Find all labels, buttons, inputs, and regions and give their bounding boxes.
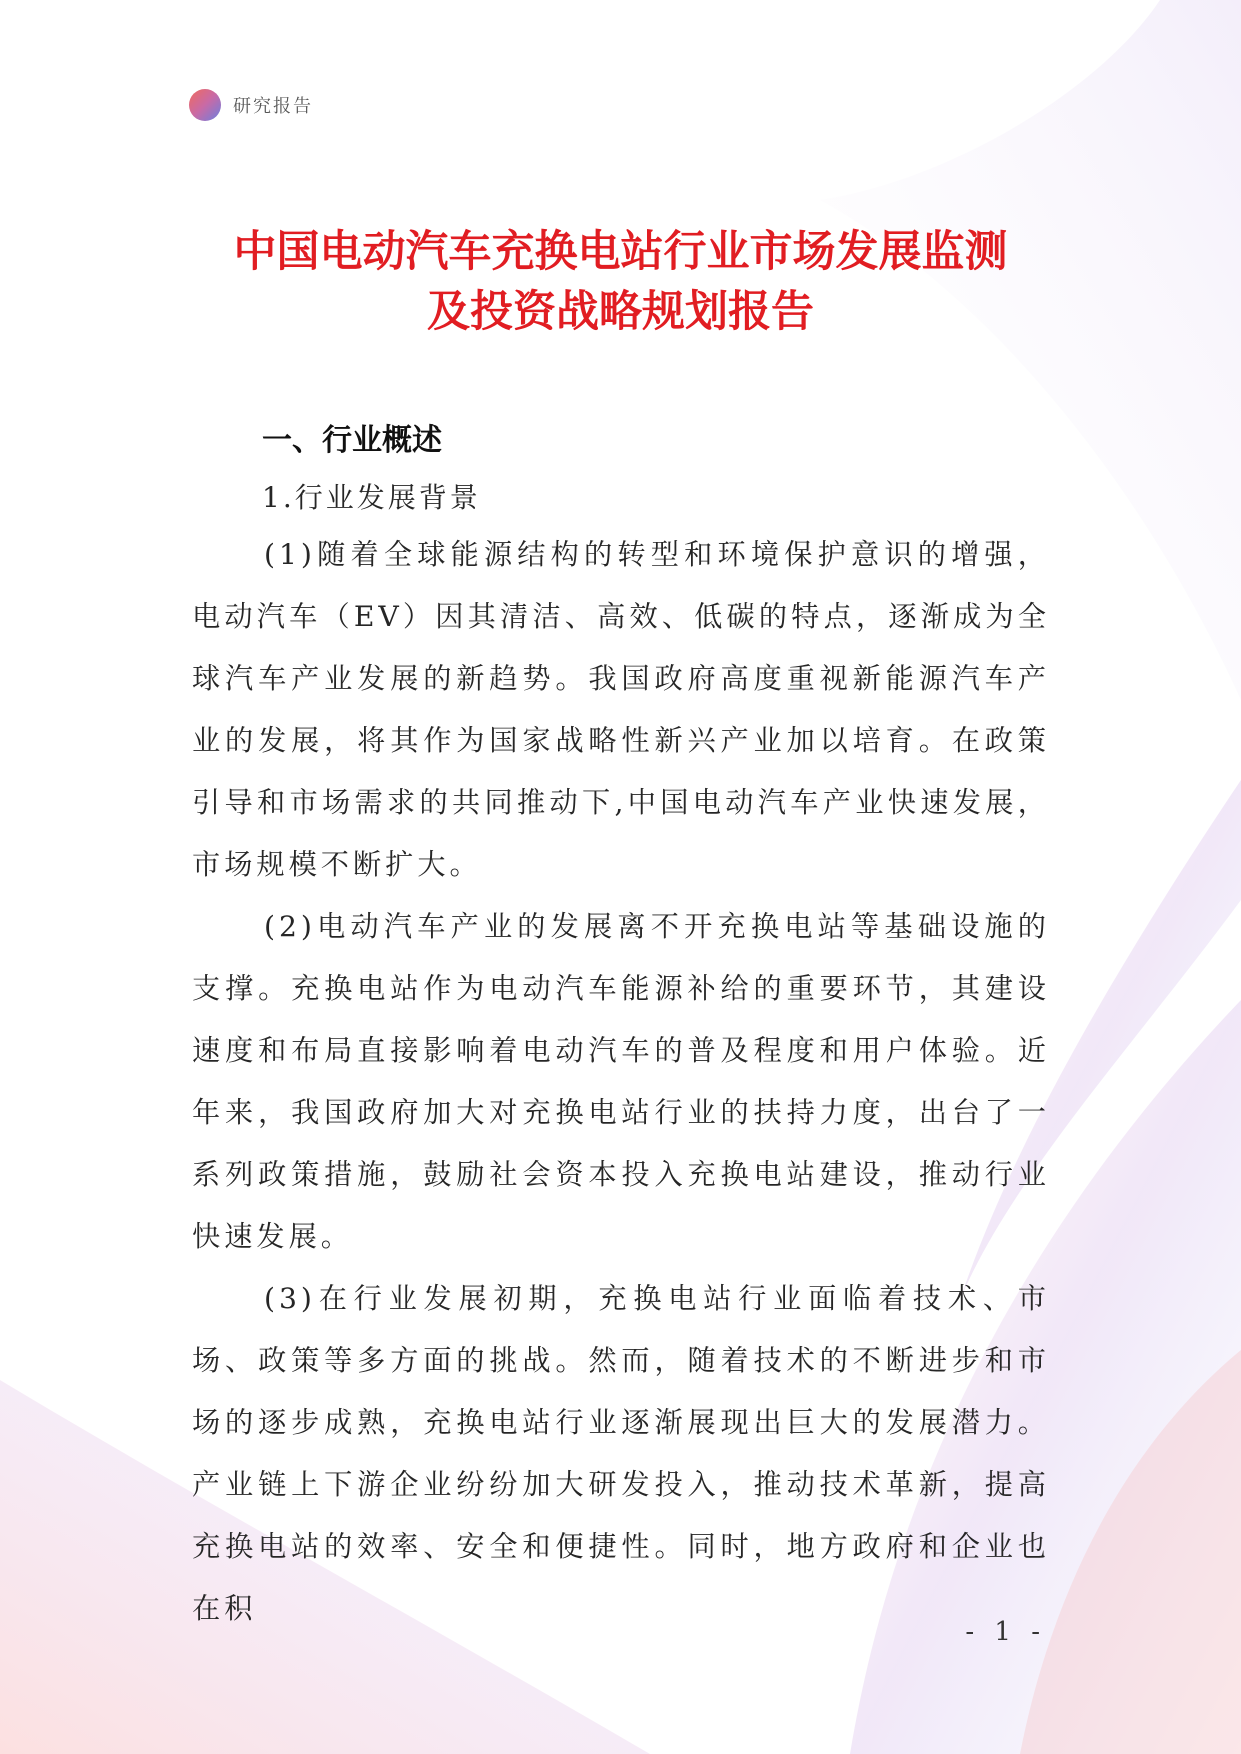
paragraph-2: (2)电动汽车产业的发展离不开充换电站等基础设施的支撑。充换电站作为电动汽车能源补给的重要环节，其建设速度和布局直接影响着电动汽车的普及程度和用户体验。近年来，我国政府加大对充换电站行业的扶持力度，出台了一系列政策措施，鼓励社会资本投入充换电站建设，推动行业快速发展。 <box>192 910 1050 1253</box>
section-heading: 一、行业概述 <box>262 423 442 458</box>
title-line-1: 中国电动汽车充换电站行业市场发展监测 <box>233 227 1008 277</box>
paragraph-1: (1)随着全球能源结构的转型和环境保护意识的增强，电动汽车（EV）因其清洁、高效、低碳的特点，逐渐成为全球汽车产业发展的新趋势。我国政府高度重视新能源汽车产业的发展，将其作为国家战略性新兴产业加以培育。在政策引导和市场需求的共同推动下,中国电动汽车产业快速发展，市场规模不断扩大。 <box>192 538 1050 881</box>
sub-heading: 1.行业发展背景 <box>262 481 481 514</box>
document-title <box>0 222 1241 342</box>
logo-circle-icon <box>189 89 221 121</box>
document-body <box>192 416 1050 1640</box>
paragraph-3: (3)在行业发展初期，充换电站行业面临着技术、市场、政策等多方面的挑战。然而，随着技术的不断进步和市场的逐步成熟，充换电站行业逐渐展现出巨大的发展潜力。产业链上下游企业纷纷加大研发投入，推动技术革新，提高充换电站的效率、安全和便捷性。同时，地方政府和企业也在积 <box>192 1282 1050 1625</box>
page-number: - 1 - <box>965 1617 1046 1647</box>
title-line-2: 及投资战略规划报告 <box>427 287 814 337</box>
report-header <box>189 89 313 121</box>
brand-label: 研究报告 <box>233 96 313 117</box>
